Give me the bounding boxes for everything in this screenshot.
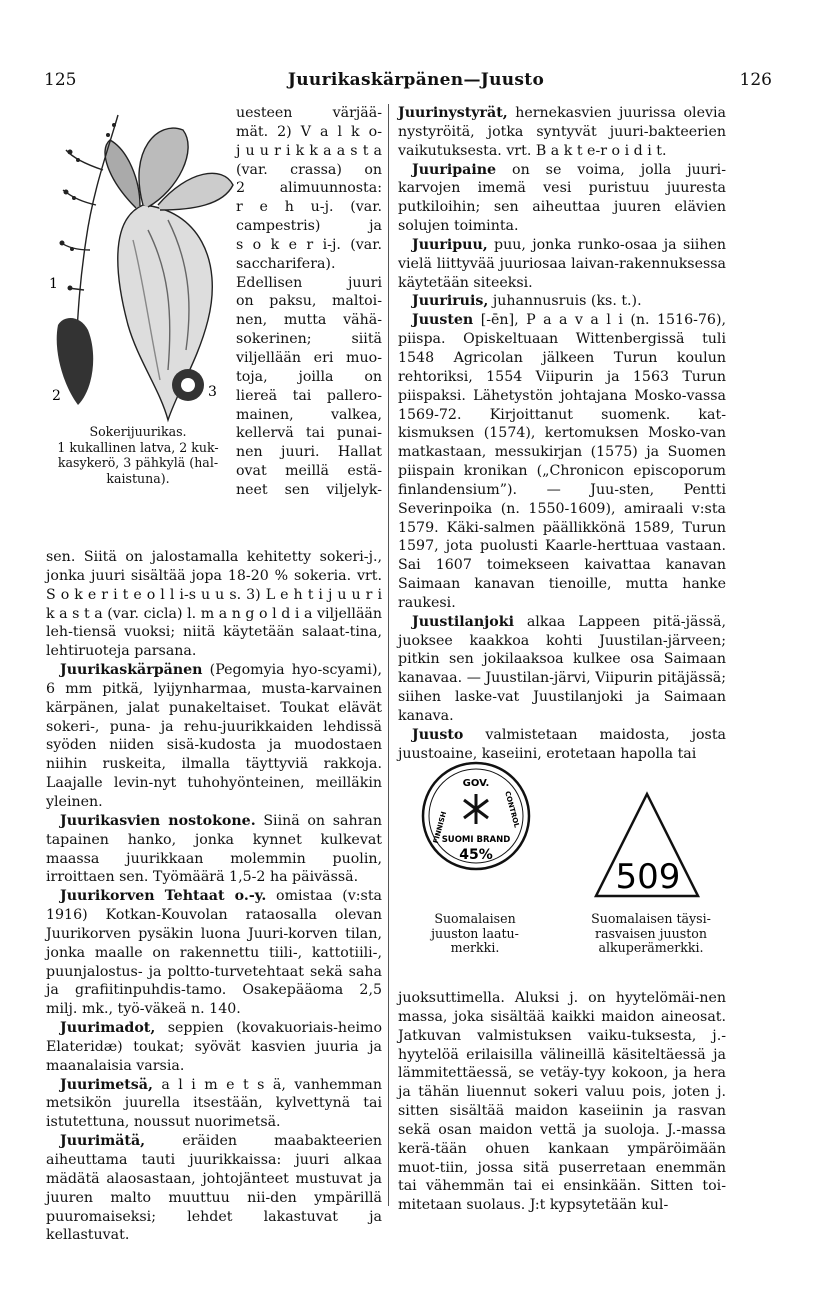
origin-mark-triangle <box>592 790 702 900</box>
right-bottom-text: juoksuttimella. Aluksi j. on hyytelömäi-nen massa, joka sisältää kaikki maidon aineosat. Jatkuvan valmistuksen vaiku-tuksesta, j.-hyytelöä erilaisilla välineillä käsiteltäessä ja lämmitettäessä, se vetäy-tyy kokoon, ja hera ja tähän liuennut sokeri valuu pois, joten j. sitten sisältää maidon kaseiinin ja rasvan sekä osan maidon vettä ja suoloja. J.-massa kerä-tään ohuen kankaan ympäröimään muot-tiin, jossa sitä puserretaan enemmän tai vähemmän tai ei ensinkään. Sitten toi-mitetaan suolaus. J:t kypsytetään kul- <box>398 990 726 1214</box>
quality-seal-caption: Suomalaisen juuston laatu- merkki. <box>431 911 519 955</box>
snowflake-icon <box>464 794 488 824</box>
text-line: kellervä tai punai- <box>236 425 382 442</box>
entry-headword: Juuripuu, <box>412 236 488 253</box>
text-line: 2 alimuunnosta: <box>236 180 382 197</box>
entry-body: eräiden maabakteerien aiheuttama tauti juurikkaissa: juuri alkaa mädätä alaosastaan, johtojänteet mustuvat ja juuren malto muuttuu nii-den ympärillä puuromaiseksi; lehdet lakastuvat ja kellastuvat. <box>46 1133 382 1244</box>
entry-body: on se voima, jolla juuri-karvojen imemä vesi puristuu juuresta putkiloihin; sen aiheuttaa juuren elävien solujen toiminta. <box>398 161 726 235</box>
text-line: r e h u-j. (var. <box>236 199 382 216</box>
entry-headword: Juuripaine <box>412 161 497 178</box>
entry-headword: Juusto <box>412 726 464 743</box>
page-number-left: 125 <box>44 70 77 90</box>
text-line: mainen, valkea, <box>236 406 382 423</box>
text-line: j u u r i k k a a s t a <box>236 142 382 159</box>
entry-headword: Juustilanjoki <box>412 613 514 630</box>
text-line: on paksu, maltoi- <box>236 293 382 310</box>
text-line: viljellään eri muo- <box>236 349 382 366</box>
entry-body: hernekasvien juurissa olevia nystyröitä, jotka syntyvät juuri-bakteerien vaikutuksesta. vrt. B a k t e-r o i d i t. <box>398 105 726 159</box>
entry-paragraph <box>46 661 382 812</box>
text-line: Edellisen juuri <box>236 274 382 291</box>
entry-headword: Juurimätä, <box>60 1133 146 1150</box>
text-line: nen, mutta vähä- <box>236 312 382 329</box>
entry-paragraph <box>46 548 382 661</box>
origin-mark-caption: Suomalaisen täysi- rasvaisen juuston alkuperämerkki. <box>591 911 711 955</box>
text-line: s o k e r i-j. (var. <box>236 236 382 253</box>
text-line: ovat meillä estä- <box>236 463 382 480</box>
figure-label-3: 3 <box>208 384 217 400</box>
entry-paragraph <box>46 1132 382 1245</box>
entry-paragraph <box>398 613 726 726</box>
entry-paragraph <box>46 1019 382 1076</box>
figure-label-2: 2 <box>52 388 61 404</box>
left-top-text <box>236 104 382 500</box>
figure-label-1: 1 <box>49 276 58 292</box>
svg-text:FINNISH: FINNISH <box>431 810 449 845</box>
entry-headword: Juuriruis, <box>412 293 489 310</box>
entry-body: alkaa Lappeen pitä-jässä, juoksee kaakkoa kohti Juustilan-järveen; pitkin sen jokilaaksoa kulkee osa Saimaan kanavaa. — Juustilan-järvi, Viipurin pitäjässä; siihen laske-vat Juustilanjoki ja Saimaan kanava. <box>398 613 726 724</box>
svg-text:CONTROL: CONTROL <box>503 790 521 829</box>
entry-body: seppien (kovakuoriais-heimo Elateridæ) toukat; syövät kasvien juuria ja maanalaisia varsia. <box>46 1020 382 1074</box>
entry-paragraph <box>46 1076 382 1133</box>
entry-paragraph <box>398 104 726 161</box>
entry-body: Siinä on sahran tapainen hanko, jonka kynnet kulkevat maassa juurikkaan molemmin puolin, irroittaen sen. Työmäärä 1,5-2 ha päivässä. <box>46 812 382 886</box>
text-line: uesteen värjää- <box>236 105 382 121</box>
entry-headword: Juurinystyrät, <box>398 105 508 121</box>
text-line: saccharifera). <box>236 255 336 272</box>
text-line: campestris) ja <box>236 218 382 235</box>
figure-caption: Sokerijuurikas. 1 kukallinen latva, 2 kuk- kasykerö, 3 pähkylä (hal- kaistuna). <box>57 424 219 486</box>
page-title: Juurikaskärpänen—Juusto <box>287 70 545 90</box>
entry-body: sen. Siitä on jalostamalla kehitetty sokeri-j., jonka juuri sisältää jopa 18-20 % sokeria. vrt. S o k e r i t e o l l i-s u u s. 3) L e h t i j u u r i k a s t a (var. cicla) l. m a n g o l d i a viljellään leh-tiensä vuoksi; niitä käytetään salaat-tina, lehtiruoteja parsana. <box>46 549 382 660</box>
entry-body: (Pegomyia hyo-scyami), 6 mm pitkä, lyijynharmaa, musta-karvainen kärpänen, jalat punakeltaiset. Toukat elävät sokeri-, puna- ja rehu-juurikkaiden lehdissä syöden niiden sisä-kudosta ja muodostaen niihin ruskeita, ilmalla täyttyviä rakkoja. Laajalle levin-nyt tuhohyönteinen, meilläkin yleinen. <box>46 662 382 810</box>
entry-body: juhannusruis (ks. t.). <box>488 293 642 310</box>
entry-paragraph <box>398 292 726 311</box>
cluster-detail-2 <box>57 318 94 405</box>
entry-paragraph <box>398 161 726 236</box>
page-number-right: 126 <box>739 70 772 90</box>
text-line: mät. 2) V a l k o- <box>236 123 382 140</box>
text-line: toja, joilla on <box>236 368 382 385</box>
entry-body: [-ēn], P a a v a l i (n. 1516-76), piispa. Opiskeltuaan Wittenbergissä tuli 1548 Agricolan jälkeen Turun koulun rehtoriksi, 1554 Viipurin ja 1563 Turun piispaksi. Lähetystön johtajana Mosko-vassa 1569-72. Kirjoittanut suomenk. kat-kismuksen (1574), kertomuksen Mosko-van matkastaan, messukirjan (1575) ja Suomen piispain kronikan („Chronicon episcoporum finlandensium”). — Juu-sten, Pentti Severinpoika (n. 1550-1609), amiraali v:sta 1579. Käki-salmen päällikkönä 1589, Turun 1597, jota puolusti Kaarle-herttuaa vastaan. Sai 1607 toimekseen kaivattaa kanavan Saimaan kanavan tienoille, mutta hanke raukesi. <box>398 312 726 611</box>
entry-body: a l i m e t s ä, vanhemman metsikön juurella itsestään, kylvettynä tai istutettuna, noussut nuorimetsä. <box>46 1076 382 1131</box>
column-divider <box>388 104 389 1206</box>
entry-paragraph <box>46 812 382 887</box>
entry-headword: Juurimadot, <box>60 1020 156 1037</box>
entry-paragraph <box>398 726 726 764</box>
entry-body: puu, jonka runko-osaa ja siihen vielä liittyvää juuriosaa laivan-rakennuksessa käytetään siteeksi. <box>398 236 726 291</box>
entry-headword: Juurikaskärpänen <box>60 662 203 679</box>
entry-paragraph <box>398 236 726 293</box>
text-line: sokerinen; siitä <box>236 331 382 348</box>
entry-headword: Juurikasvien nostokone. <box>60 812 256 829</box>
svg-text:SUOMI BRAND: SUOMI BRAND <box>441 835 511 845</box>
text-line: (var. crassa) on <box>236 161 382 178</box>
entry-headword: Juurikorven Tehtaat o.-y. <box>60 888 267 905</box>
sugar-beet-illustration <box>48 110 238 424</box>
text-line: neet sen viljelyk- <box>236 481 382 498</box>
entry-headword: Juurimetsä, <box>60 1076 153 1093</box>
svg-text:509: 509 <box>615 857 681 897</box>
text-line: nen juuri. Hallat <box>236 444 382 461</box>
finnish-cheese-quality-seal <box>420 760 532 872</box>
svg-text:45%: 45% <box>459 847 493 863</box>
entry-body: omistaa (v:sta 1916) Kotkan-Kouvolan rataosalla olevan Juurikorven pysäkin luona Juuri-korven tilan, jonka maalle on rakennettu tiili-, kattotiili-, puunjalostus- ja polttо-turvetehtaat sekä saha ja grafiitinpuhdis-tamo. Osakepääoma 2,5 milj. mk., työ-väkeä n. 140. <box>46 888 382 1018</box>
right-column <box>398 104 726 764</box>
entry-headword: Juusten <box>412 312 474 329</box>
text-line: liereä tai pallero- <box>236 387 382 404</box>
svg-text:GOV.: GOV. <box>462 778 490 789</box>
entry-body: valmistetaan maidosta, josta juustoaine, kaseiini, erotetaan hapolla tai <box>398 726 726 762</box>
left-column <box>46 548 382 1245</box>
entry-paragraph <box>398 311 726 613</box>
entry-paragraph <box>46 887 382 1019</box>
